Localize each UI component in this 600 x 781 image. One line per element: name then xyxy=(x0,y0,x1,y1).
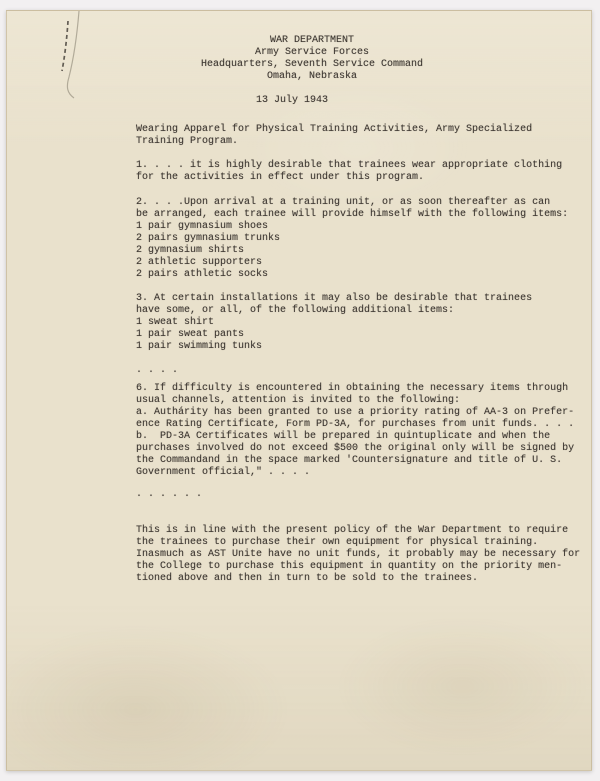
document-paper xyxy=(6,10,592,771)
subject-line: Wearing Apparel for Physical Training Activities, Army Specialized Training Program. xyxy=(136,124,533,147)
paragraph-6-priority-rating: 6. If difficulty is encountered in obtaining the necessary items through usual channels, attention is invited to the following: a. Authárity has been granted to use a priority rating of AA-3 on Prefer- ence Rating Certificate, Form PD-3A, for purchases from unit funds. . . . b. PD-3A Certificates will be prepared in quintuplicate and when the purchases involved do not exceed $500 the original only will be signed by the Commandand in the space marked 'Countersignature and title of U. S. Government official," . . . . xyxy=(136,383,575,478)
letterhead: WAR DEPARTMENT Army Service Forces Headquarters, Seventh Service Command Omaha, Nebraska xyxy=(200,35,424,82)
paragraph-2-equipment-list: 2. . . .Upon arrival at a training unit, or as soon thereafter as can be arranged, each trainee will provide himself with the following items: 1 pair gymnasium shoes 2 pairs gymnasium trunks 2 gymnasium shirts 2 athletic supporters 2 pairs athletic socks xyxy=(136,197,569,280)
paragraph-3-additional-items: 3. At certain installations it may also be desirable that trainees have some, or all, of the following additional items: 1 sweat shirt 1 pair sweat pants 1 pair swimming tunks xyxy=(136,293,533,352)
ellipsis-separator-2: . . . . . . xyxy=(136,489,203,500)
paragraph-1: 1. . . . it is highly desirable that trainees wear appropriate clothing for the activities in effect under this program. xyxy=(136,160,563,183)
closing-paragraph: This is in line with the present policy of the War Department to require the trainees to purchase their own equipment for physical training. Inasmuch as AST Unite have no unit funds, it probably may be necessary for the College to purchase this equipment in quantity on the priority men- tioned above and then in turn to be sold to the trainees. xyxy=(136,525,581,584)
ellipsis-separator-1: . . . . xyxy=(136,365,179,376)
date-line: 13 July 1943 xyxy=(256,95,329,106)
